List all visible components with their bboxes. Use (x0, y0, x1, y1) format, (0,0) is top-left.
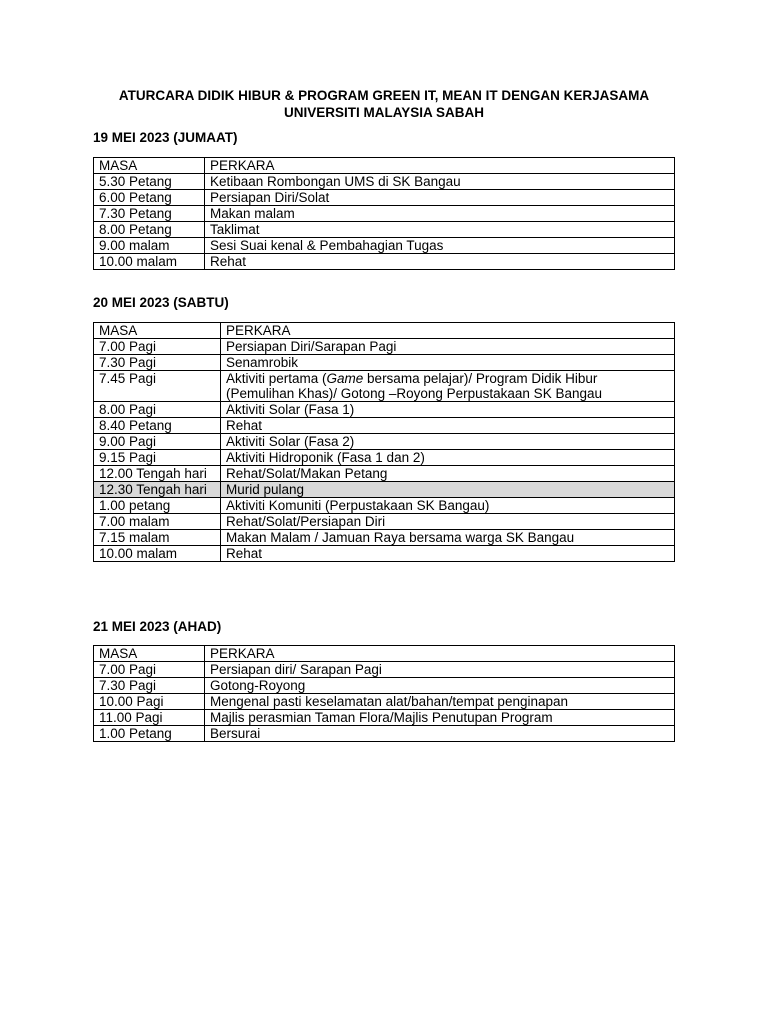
cell-perkara: Persiapan Diri/Sarapan Pagi (221, 339, 675, 355)
table-row (94, 222, 675, 238)
table-row (94, 206, 675, 222)
day-heading-19-mei: 19 MEI 2023 (JUMAAT) (93, 130, 238, 145)
cell-masa: 7.00 Pagi (94, 662, 205, 678)
table-row-highlighted (94, 482, 675, 498)
table-row (94, 402, 675, 418)
cell-masa: 8.00 Petang (94, 222, 205, 238)
perkara-text-a: Aktiviti pertama ( (226, 371, 327, 386)
schedule-table-20-mei (93, 322, 675, 562)
cell-perkara: Gotong-Royong (205, 678, 675, 694)
cell-masa: 8.40 Petang (94, 418, 221, 434)
table-row (94, 694, 675, 710)
table-row (94, 678, 675, 694)
table-row (94, 254, 675, 270)
table-row (94, 546, 675, 562)
cell-perkara: Aktiviti Hidroponik (Fasa 1 dan 2) (221, 450, 675, 466)
table-row (94, 355, 675, 371)
title-line-1: ATURCARA DIDIK HIBUR & PROGRAM GREEN IT, MEAN IT DENGAN KERJASAMA (118, 88, 650, 103)
cell-masa: 7.15 malam (94, 530, 221, 546)
table-row (94, 514, 675, 530)
table-row (94, 418, 675, 434)
cell-masa: 12.00 Tengah hari (94, 466, 221, 482)
cell-masa: 10.00 malam (94, 546, 221, 562)
cell-perkara: Aktiviti Solar (Fasa 1) (221, 402, 675, 418)
document-title (0, 87, 768, 121)
cell-perkara: Rehat (221, 546, 675, 562)
cell-masa: 10.00 malam (94, 254, 205, 270)
cell-perkara: Makan malam (205, 206, 675, 222)
header-perkara: PERKARA (205, 158, 675, 174)
cell-perkara: Sesi Suai kenal & Pembahagian Tugas (205, 238, 675, 254)
table-row (94, 530, 675, 546)
cell-perkara: Rehat/Solat/Makan Petang (221, 466, 675, 482)
cell-masa: 7.00 malam (94, 514, 221, 530)
cell-masa: 6.00 Petang (94, 190, 205, 206)
table-row (94, 190, 675, 206)
cell-masa: 5.30 Petang (94, 174, 205, 190)
cell-masa: 9.15 Pagi (94, 450, 221, 466)
table-row (94, 238, 675, 254)
cell-masa: 1.00 Petang (94, 726, 205, 742)
cell-masa: 11.00 Pagi (94, 710, 205, 726)
cell-perkara: Persiapan diri/ Sarapan Pagi (205, 662, 675, 678)
cell-masa: 1.00 petang (94, 498, 221, 514)
cell-perkara: Rehat (221, 418, 675, 434)
header-perkara: PERKARA (221, 323, 675, 339)
cell-perkara: Taklimat (205, 222, 675, 238)
header-perkara: PERKARA (205, 646, 675, 662)
table-header-row (94, 158, 675, 174)
day-heading-20-mei: 20 MEI 2023 (SABTU) (93, 295, 229, 310)
cell-perkara: Persiapan Diri/Solat (205, 190, 675, 206)
table-row (94, 339, 675, 355)
cell-masa: 9.00 malam (94, 238, 205, 254)
cell-perkara: Rehat/Solat/Persiapan Diri (221, 514, 675, 530)
table-row (94, 662, 675, 678)
table-row (94, 434, 675, 450)
cell-masa: 9.00 Pagi (94, 434, 221, 450)
day-heading-21-mei: 21 MEI 2023 (AHAD) (93, 619, 222, 634)
table-row (94, 450, 675, 466)
table-row (94, 726, 675, 742)
cell-perkara: Rehat (205, 254, 675, 270)
schedule-table-21-mei (93, 645, 675, 742)
cell-perkara: Aktiviti Solar (Fasa 2) (221, 434, 675, 450)
cell-perkara: Senamrobik (221, 355, 675, 371)
cell-perkara: Murid pulang (221, 482, 675, 498)
header-masa: MASA (94, 158, 205, 174)
table-row (94, 466, 675, 482)
table-row (94, 174, 675, 190)
cell-perkara: Aktiviti Komuniti (Perpustakaan SK Bangau) (221, 498, 675, 514)
cell-perkara: Makan Malam / Jamuan Raya bersama warga SK Bangau (221, 530, 675, 546)
table-header-row (94, 646, 675, 662)
title-line-2: UNIVERSITI MALAYSIA SABAH (283, 105, 485, 120)
table-row (94, 710, 675, 726)
cell-masa: 7.30 Petang (94, 206, 205, 222)
cell-masa: 7.45 Pagi (94, 371, 221, 402)
header-masa: MASA (94, 323, 221, 339)
cell-masa: 10.00 Pagi (94, 694, 205, 710)
cell-masa: 12.30 Tengah hari (94, 482, 221, 498)
cell-perkara: Bersurai (205, 726, 675, 742)
cell-masa: 7.00 Pagi (94, 339, 221, 355)
perkara-text-game: Game (326, 371, 364, 386)
schedule-table-19-mei (93, 157, 675, 270)
cell-perkara (221, 371, 675, 402)
cell-perkara: Ketibaan Rombongan UMS di SK Bangau (205, 174, 675, 190)
cell-perkara: Mengenal pasti keselamatan alat/bahan/tempat penginapan (205, 694, 675, 710)
table-header-row (94, 323, 675, 339)
header-masa: MASA (94, 646, 205, 662)
cell-masa: 8.00 Pagi (94, 402, 221, 418)
perkara-text-b: bersama pelajar)/ Program Didik Hibur (Pemulihan Khas)/ Gotong –Royong Perpustakaan SK Bangau (226, 371, 602, 401)
cell-perkara: Majlis perasmian Taman Flora/Majlis Penutupan Program (205, 710, 675, 726)
cell-masa: 7.30 Pagi (94, 355, 221, 371)
table-row (94, 498, 675, 514)
cell-masa: 7.30 Pagi (94, 678, 205, 694)
table-row (94, 371, 675, 402)
